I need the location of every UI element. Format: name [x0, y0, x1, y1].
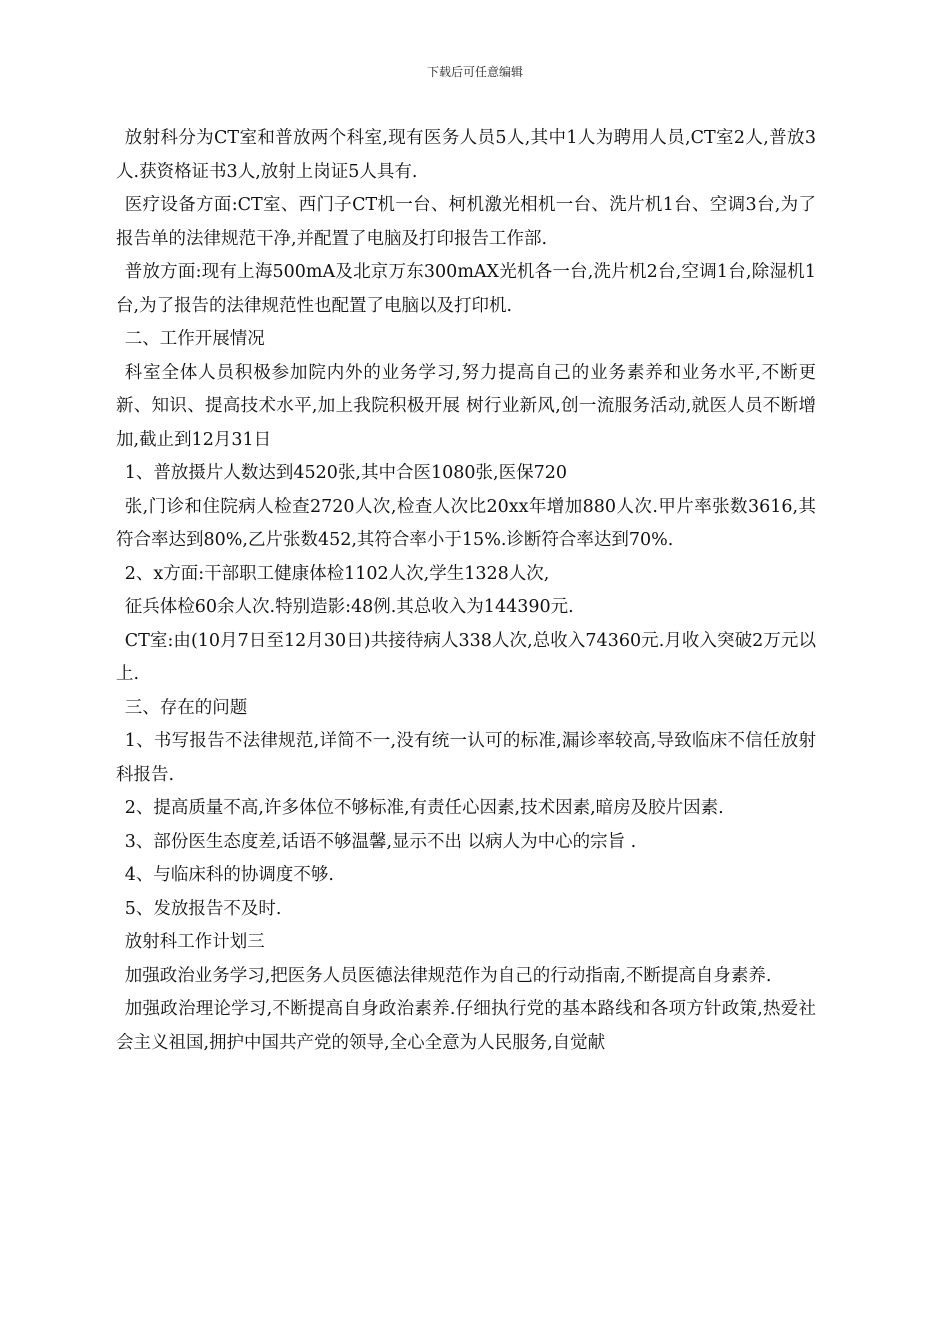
paragraph-item-2: 2、x方面:干部职工健康体检1102人次,学生1328人次,	[124, 563, 550, 584]
paragraph-ct-room: CT室:由(10月7日至12月30日)共接待病人338人次,总收入74360元.月收入突破2万元以上.	[116, 630, 816, 684]
paragraph-problem-2: 2、提高质量不高,许多体位不够标准,有责任心因素,技术因素,暗房及胶片因素.	[124, 798, 724, 818]
document-body	[116, 122, 816, 1060]
paragraph-plan-study: 加强政治业务学习,把医务人员医德法律规范作为自己的行动指南,不断提高自身素养.	[124, 965, 772, 986]
section-heading-plan-3: 放射科工作计划三	[124, 932, 265, 952]
paragraph-problem-3: 3、部份医生态度差,话语不够温馨,显示不出 以病人为中心的宗旨 .	[124, 831, 637, 852]
paragraph-item-1-cont: 张,门诊和住院病人检查2720人次,检查人次比20xx年增加880人次.甲片率张数3616,其符合率达到80%,乙片张数452,其符合率小于15%.诊断符合率达到70%.	[116, 496, 816, 550]
paragraph-item-2-cont: 征兵体检60余人次.特别造影:48例.其总收入为144390元.	[124, 597, 574, 617]
paragraph-problem-1: 1、书写报告不法律规范,详简不一,没有统一认可的标准,漏诊率较高,导致临床不信任放射科报告.	[116, 731, 816, 785]
section-heading-work: 二、工作开展情况	[124, 329, 265, 349]
paragraph-general-radiology: 普放方面:现有上海500mA及北京万东300mAX光机各一台,洗片机2台,空调1台,除湿机1台,为了报告的法律规范性也配置了电脑以及打印机.	[116, 262, 816, 316]
paragraph-problem-4: 4、与临床科的协调度不够.	[124, 865, 334, 885]
paragraph-study: 科室全体人员积极参加院内外的业务学习,努力提高自己的业务素养和业务水平,不断更新、知识、提高技术水平,加上我院积极开展 树行业新风,创一流服务活动,就医人员不断增加,截止到12月31日	[116, 362, 816, 450]
paragraph-equipment: 医疗设备方面:CT室、西门子CT机一台、柯机激光相机一台、洗片机1台、空调3台,为了报告单的法律规范干净,并配置了电脑及打印报告工作部.	[116, 195, 816, 249]
paragraph-item-1: 1、普放摄片人数达到4520张,其中合医1080张,医保720	[124, 463, 567, 483]
paragraph-problem-5: 5、发放报告不及时.	[124, 898, 282, 919]
paragraph-staffing: 放射科分为CT室和普放两个科室,现有医务人员5人,其中1人为聘用人员,CT室2人,普放3人.获资格证书3人,放射上岗证5人具有.	[116, 128, 816, 182]
page-header: 下载后可任意编辑	[426, 65, 523, 79]
paragraph-plan-politics: 加强政治理论学习,不断提高自身政治素养.仔细执行党的基本路线和各项方针政策,热爱社会主义祖国,拥护中国共产党的领导,全心全意为人民服务,自觉献	[116, 999, 816, 1053]
section-heading-problems: 三、存在的问题	[124, 697, 248, 718]
